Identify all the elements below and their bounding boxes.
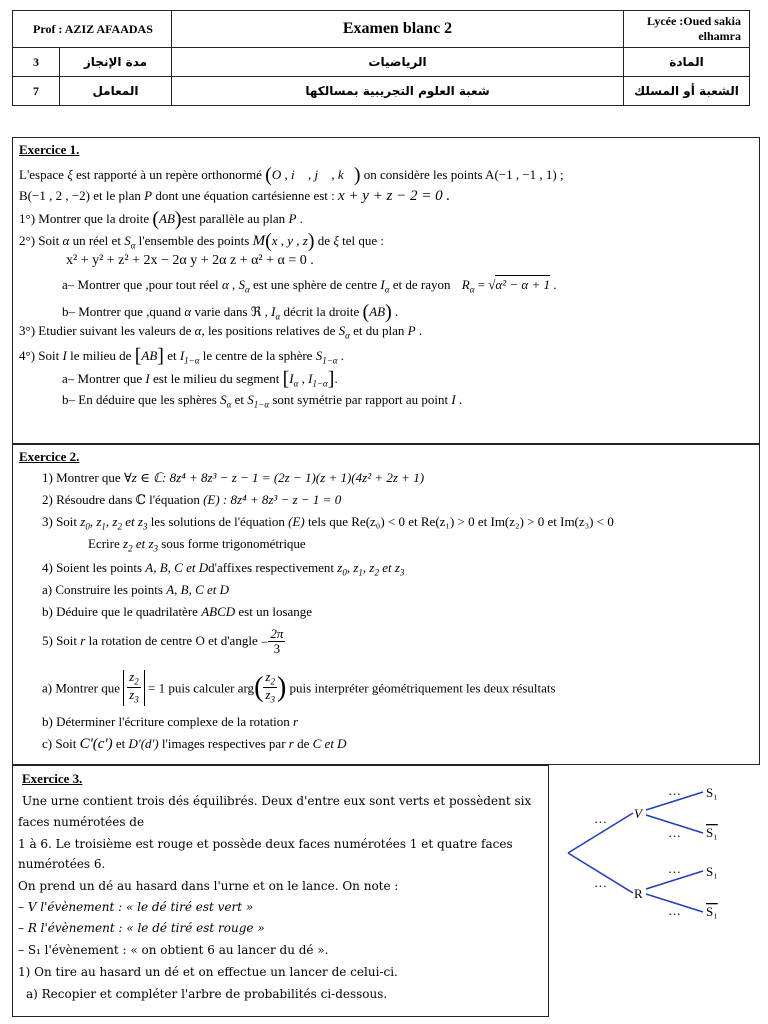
tree-node-r: R: [634, 886, 643, 901]
ex1-l2a: B(−1 , 2 , −2) et le plan: [19, 188, 141, 203]
duration-value: 3: [13, 48, 60, 77]
ex2-q3b: les solutions de l'équation: [150, 514, 285, 529]
ex1-l1b: est rapporté à un repère orthonormé: [76, 167, 262, 182]
ex2-q5c2: et: [115, 736, 126, 751]
branch-value: شعبة العلوم التجريبية بمسالكها: [172, 77, 624, 106]
tree-prob-r-nots1: …: [668, 903, 681, 918]
ex2-q4: 4) Soient les points A, B, C et Dd'affixes respectivement $z_0$, $z_1$, $z_2$ et $z_3$: [42, 560, 405, 578]
ex1-l4a-b: est le milieu du segment: [152, 371, 280, 386]
subject-label: المادة: [624, 48, 750, 77]
ex2-q4-text: 4) Soient les points: [42, 560, 143, 575]
ex1-l4b: un réel et: [72, 233, 121, 248]
ex2-q5a3: puis interpréter géométriquement les deux résultats: [289, 680, 556, 696]
ex2-q5a-text: a) Montrer que: [42, 680, 120, 696]
school-name: Lycée :Oued sakia elhamra: [624, 11, 750, 48]
ex3-p3: 1 à 6. Le troisième est rouge et possède deux faces numérotées 1 et quatre faces: [18, 837, 513, 851]
ex1-line-3: 1°) Montrer que la droite (AB)est parallèle au plan P .: [19, 208, 303, 230]
ex1-la-b: est une sphère de centre: [253, 277, 378, 292]
ex3-event-r: – R l'évènement : « le dé tiré est rouge »: [18, 921, 265, 935]
duration-label: مدة الإنجاز: [60, 48, 172, 77]
tree-prob-v: …: [594, 811, 607, 826]
ex3-p1: Une urne contient trois dés équilibrés. Deux d'entre eux sont verts et possèdent six: [22, 794, 532, 808]
probability-tree: [558, 775, 733, 925]
ex1-la-c: et de rayon: [392, 277, 451, 292]
ex1-l3: 1°) Montrer que la droite: [19, 211, 150, 226]
ex2-q4a-text: a) Construire les points: [42, 582, 163, 597]
ex2-q4bq: b) Déduire que le quadrilatère: [42, 604, 198, 619]
subject-value: الرياضيات: [172, 48, 624, 77]
ex2-q5c4: de: [297, 736, 310, 751]
tree-prob-r-s1: …: [668, 861, 681, 876]
ex2-q5b-line: b) Déterminer l'écriture complexe de la rotation r: [42, 714, 299, 729]
ex1-sphere-eq: x² + y² + z² + 2x − 2α y + 2α z + α² + α = 0 .: [66, 253, 314, 268]
ex1-l1a: L'espace: [19, 167, 64, 182]
ex1-line-b: b– Montrer que ,quand α varie dans ℜ , $I_\alpha$ décrit la droite (AB) .: [62, 301, 399, 323]
ex3-event-v: – V l'évènement : « le dé tiré est vert »: [18, 900, 254, 914]
ex1-plane-eq: x + y + z − 2 = 0 .: [338, 188, 451, 204]
ex1-l3q-c: et du plan: [353, 323, 405, 338]
exercise-3-title: Exercice 3.: [22, 771, 83, 786]
ex1-line-1: L'espace ξ est rapporté à un repère orthonormé (O , i⃗ , j⃗ , k⃗) on considère les points A(−1 , −1 , 1) ;: [19, 164, 564, 186]
ex1-l4c: l'ensemble des points: [138, 233, 250, 248]
ex1-la-a: a– Montrer que ,pour tout réel: [62, 277, 219, 292]
tree-prob-r: …: [594, 875, 607, 890]
ex3-p4: numérotées 6.: [18, 857, 106, 871]
ex1-line-4: 2°) Soit α un réel et $S_\alpha$ l'ensemble des points M(x , y , z) de ξ tel que :: [19, 230, 385, 252]
ex1-l4q-b: le milieu de: [70, 348, 132, 363]
ex1-line-q4: 4°) Soit I le milieu de [AB] et $I_{1-\alpha}$ le centre de la sphère $S_{1-\alpha}$ .: [19, 345, 345, 367]
tree-leaf-s1-a: S₁: [706, 785, 718, 800]
ex1-line-4a: a– Montrer que I est le milieu du segment [$I_\alpha$ , $I_{1-\alpha}$].: [62, 368, 338, 390]
ex2-q1-text: 1) Montrer que: [42, 470, 121, 485]
ex2-q3c: tels que: [307, 514, 349, 529]
ex2-q1-eq: ∀z ∈ ℂ: 8z⁴ + 8z³ − z − 1 = (2z − 1)(z + 1)(4z² + 2z + 1): [123, 470, 425, 485]
ex1-l4e: tel que :: [342, 233, 385, 248]
ex2-q5c-text: c) Soit: [42, 736, 77, 751]
ex2-q3d: Re(z₀) < 0 et Re(z₁) > 0 et Im(z₂) > 0 et Im(z₃) < 0: [351, 514, 614, 529]
ex2-q4bq2: est un losange: [238, 604, 313, 619]
ex1-line-q3: 3°) Etudier suivant les valeurs de α, les positions relatives de $S_\alpha$ et du plan P .: [19, 323, 423, 341]
branch-label: الشعبة أو المسلك: [624, 77, 750, 106]
ex2-q5-text: 5) Soit: [42, 632, 78, 648]
exam-title-text: Examen blanc 2: [342, 20, 453, 37]
ex1-l4q-d: le centre de la sphère: [202, 348, 313, 363]
ex1-l3q-b: , les positions relatives de: [201, 323, 336, 338]
ex2-q2-eq: (E) : 8z⁴ + 8z³ − z − 1 = 0: [203, 492, 342, 507]
ex1-l2b: dont une équation cartésienne est :: [155, 188, 335, 203]
ex2-q2: [42, 493, 341, 506]
ex1-l4a: 2°) Soit: [19, 233, 60, 248]
prof-name: Prof : AZIZ AFAADAS: [13, 11, 172, 48]
exercise-1-title: Exercice 1.: [19, 142, 80, 157]
ex1-line-4b: b– En déduire que les sphères $S_\alpha$ et $S_{1-\alpha}$ sont symétrie par rapport au point I .: [62, 392, 463, 410]
exam-header: [12, 10, 750, 106]
tree-leaf-s1-b: S₁: [706, 864, 718, 879]
ex2-q5a2: puis calculer: [168, 680, 235, 696]
ex1-line-a: a– Montrer que ,pour tout réel α , $S_\alpha$ est une sphère de centre $I_\alpha$ et de rayon $R_\alpha = √\alpha^2 - \alpha + 1$ .: [62, 277, 557, 295]
ex2-q3-second: Ecrire $z_2$ et $z_3$ sous forme trigonométrique: [88, 536, 306, 554]
ex1-lb-a: b– Montrer que ,quand: [62, 304, 182, 319]
ex2-q3f: sous forme trigonométrique: [161, 536, 306, 551]
ex1-line-2: B(−1 , 2 , −2) et le plan P dont une équation cartésienne est : x + y + z − 2 = 0 .: [19, 188, 451, 204]
ex2-q4b-line: b) Déduire que le quadrilatère ABCD est un losange: [42, 604, 313, 619]
ex2-q5a: a) Montrer que $\frac{z_2}{z_3}$ = 1 puis calculer arg( $\frac{z_2}{z_3}$ ) puis interpréter géométriquement les deux résultats: [42, 669, 556, 706]
coef-value: 7: [13, 77, 60, 106]
exam-title: [172, 11, 624, 48]
ex1-l4d: de: [317, 233, 331, 248]
tree-prob-v-nots1: …: [668, 825, 681, 840]
ex3-p5: On prend un dé au hasard dans l'urne et on le lance. On note :: [18, 879, 399, 893]
ex2-q4a: a) Construire les points A, B, C et D: [42, 582, 230, 597]
ex1-lb-b: varie dans ℜ ,: [194, 304, 268, 319]
ex1-l3b: est parallèle au plan: [181, 211, 286, 226]
ex1-l4q-c: et: [167, 348, 177, 363]
ex3-q1a: a) Recopier et compléter l'arbre de probabilités ci-dessous.: [26, 987, 388, 1001]
ex3-p2: faces numérotées de: [18, 815, 145, 829]
ex2-q3: 3) Soit $z_0$, $z_1$, $z_2$ et $z_3$ les solutions de l'équation (E) tels que Re(z₀) < 0 et Re(z₁) > 0 et Im(z₂) > 0 et Im(z₃) < 0: [42, 514, 614, 532]
ex2-q5c3: l'images respectives par: [161, 736, 286, 751]
ex1-l4a-a: a– Montrer que: [62, 371, 143, 386]
ex1-l4b-a: b– En déduire que les sphères: [62, 392, 217, 407]
tree-leaf-nots1-a: S₁: [706, 825, 718, 840]
tree-leaf-nots1-b: S₁: [706, 904, 718, 919]
ex3-event-s1: – S₁ l'évènement : « on obtient 6 au lancer du dé ».: [18, 943, 329, 957]
ex2-q3e: Ecrire: [88, 536, 120, 551]
exercise-2-title: Exercice 2.: [19, 449, 80, 464]
ex3-q1: 1) On tire au hasard un dé et on effectue un lancer de celui-ci.: [18, 965, 398, 979]
tree-prob-v-s1: …: [668, 783, 681, 798]
ex2-q5b: la rotation de centre O et d'angle: [88, 632, 258, 648]
ex1-l1c: on considère les points A(−1 , −1 , 1) ;: [363, 167, 564, 182]
ex1-lb-c: décrit la droite: [283, 304, 360, 319]
coef-label: المعامل: [60, 77, 172, 106]
ex2-q1: [42, 471, 424, 484]
tree-node-v: V: [634, 806, 642, 821]
ex2-q4b: d'affixes respectivement: [208, 560, 335, 575]
ex2-q5c: c) Soit C'(c') et D'(d') l'images respectives par r de C et D: [42, 736, 347, 752]
ex1-l3q: 3°) Etudier suivant les valeurs de: [19, 323, 192, 338]
ex1-l4b-c: sont symétrie par rapport au point: [272, 392, 449, 407]
ex2-q3-text: 3) Soit: [42, 514, 78, 529]
ex1-l4b-b: et: [234, 392, 244, 407]
ex1-l4q-a: 4°) Soit: [19, 348, 60, 363]
ex2-q5bq: b) Déterminer l'écriture complexe de la rotation: [42, 714, 290, 729]
ex2-q2-text: 2) Résoudre dans ℂ l'équation: [42, 492, 200, 507]
ex2-q5: 5) Soit r la rotation de centre O et d'angle − $\frac{2\pi}{3}$: [42, 626, 284, 657]
